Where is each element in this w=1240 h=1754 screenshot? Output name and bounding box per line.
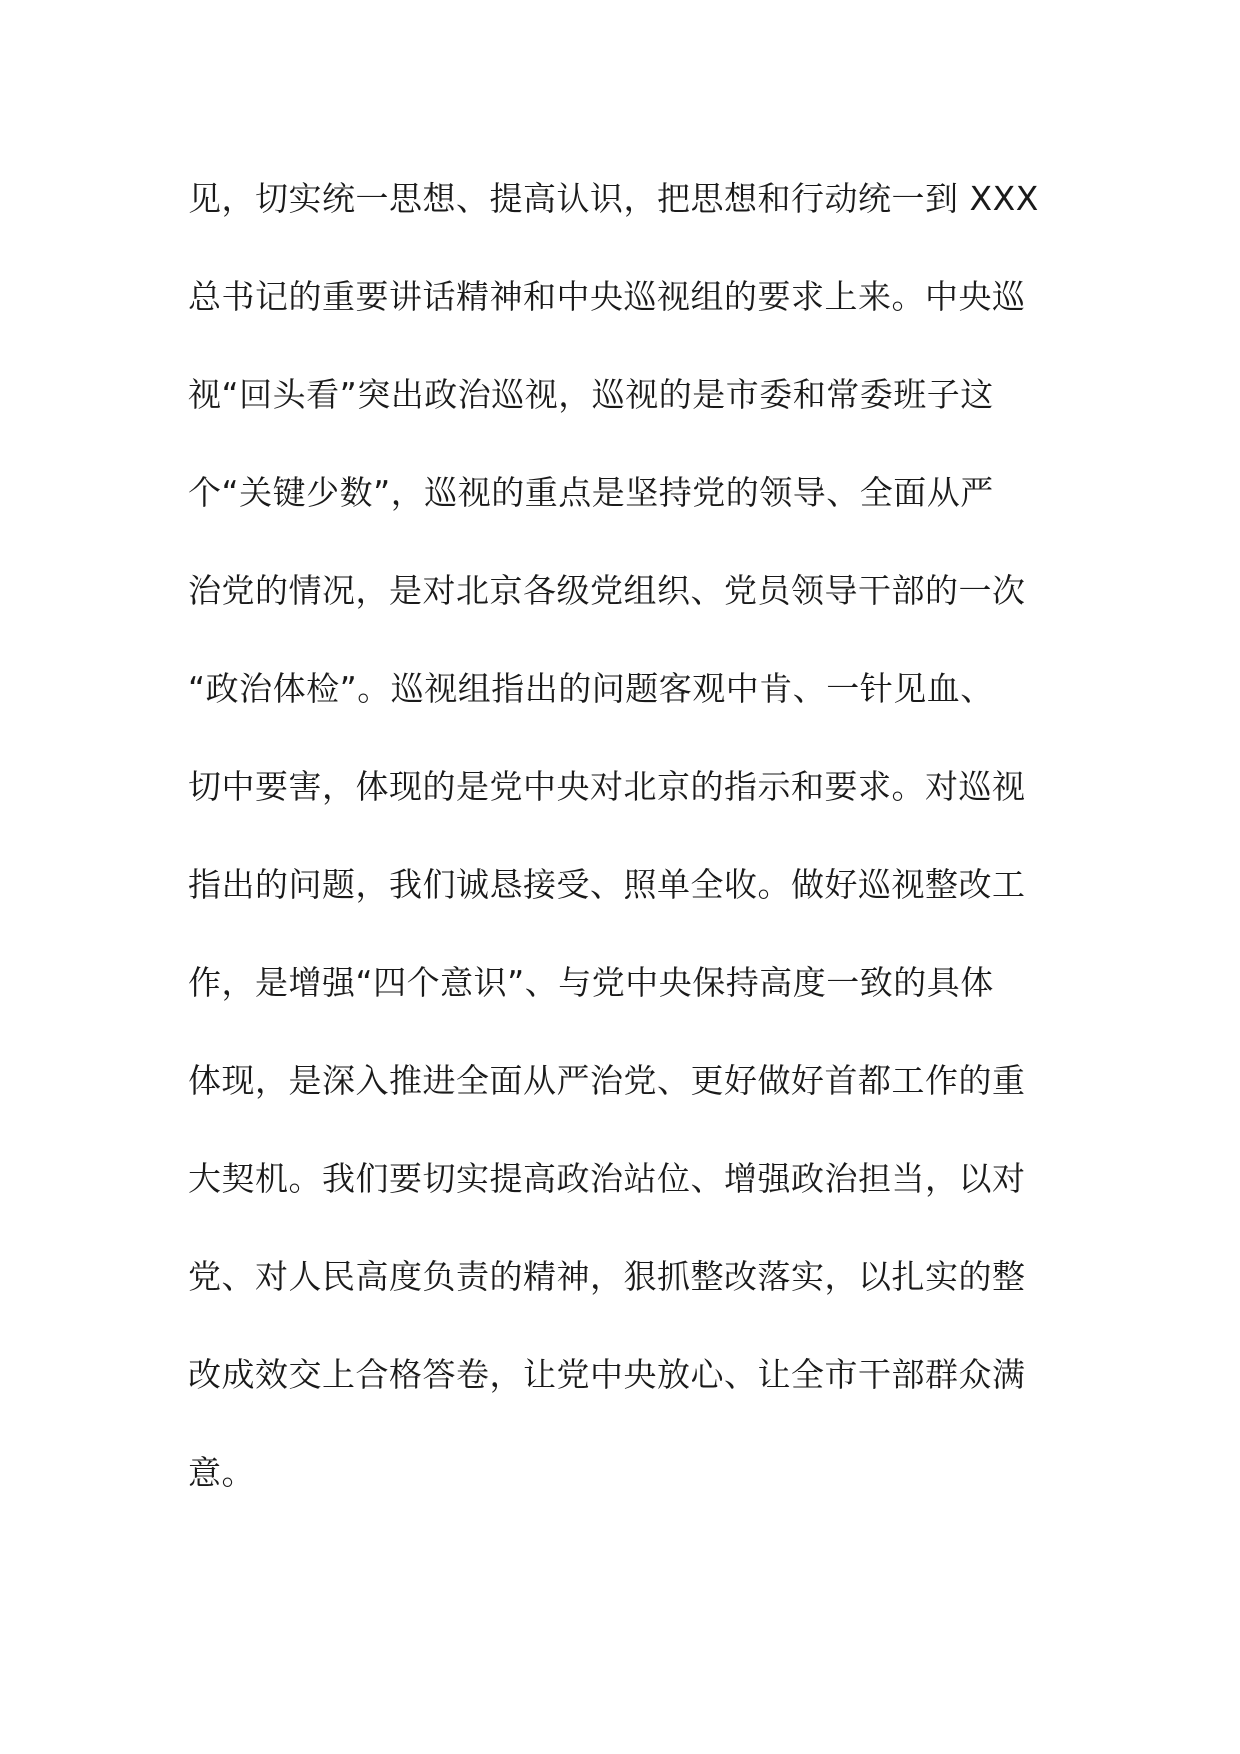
text-line: 切中要害，体现的是党中央对北京的指示和要求。对巡视 [188,767,1026,806]
text-line: 意。 [188,1453,255,1492]
text-line: 指出的问题，我们诚恳接受、照单全收。做好巡视整改工 [188,865,1026,904]
text-line: 总书记的重要讲话精神和中央巡视组的要求上来。中央巡 [188,277,1026,316]
body-paragraph [188,150,1068,1522]
text-line: “政治体检”。巡视组指出的问题客观中肯、一针见血、 [188,669,994,708]
text-line: 改成效交上合格答卷，让党中央放心、让全市干部群众满 [188,1355,1026,1394]
text-line: 大契机。我们要切实提高政治站位、增强政治担当，以对 [188,1159,1026,1198]
text-line: 见，切实统一思想、提高认识，把思想和行动统一到 XXX [188,179,1039,218]
text-line: 作，是增强“四个意识”、与党中央保持高度一致的具体 [188,963,994,1002]
text-line: 体现，是深入推进全面从严治党、更好做好首都工作的重 [188,1061,1026,1100]
text-line: 个“关键少数”，巡视的重点是坚持党的领导、全面从严 [188,473,994,512]
text-line: 党、对人民高度负责的精神，狠抓整改落实，以扎实的整 [188,1257,1026,1296]
text-line: 治党的情况，是对北京各级党组织、党员领导干部的一次 [188,571,1026,610]
text-line: 视“回头看”突出政治巡视，巡视的是市委和常委班子这 [188,375,994,414]
